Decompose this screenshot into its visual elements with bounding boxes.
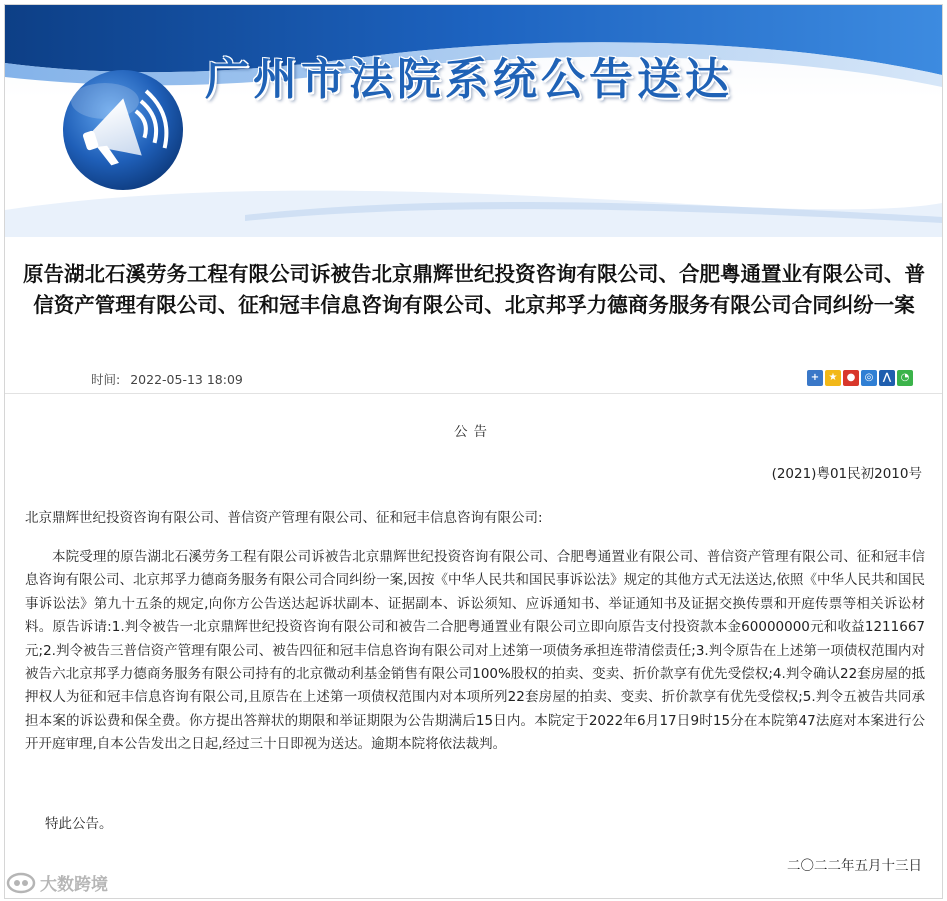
share-plus-icon[interactable]: + bbox=[807, 370, 823, 386]
banner-title: 广州市法院系统公告送达 bbox=[205, 54, 733, 105]
page-frame bbox=[4, 4, 943, 899]
baidu-icon[interactable]: ◎ bbox=[861, 370, 877, 386]
article-meta bbox=[5, 363, 942, 394]
signature-date: 二〇二二年五月十三日 bbox=[787, 858, 922, 874]
banner-graphic bbox=[5, 5, 942, 237]
article-headline: 原告湖北石溪劳务工程有限公司诉被告北京鼎辉世纪投资咨询有限公司、合肥粤通置业有限公司、普信资产管理有限公司、征和冠丰信息咨询有限公司、北京邦孚力德商务服务有限公司合同纠纷一案 bbox=[23, 262, 925, 317]
closing-text: 特此公告。 bbox=[45, 816, 113, 832]
wechat-icon[interactable]: ◔ bbox=[897, 370, 913, 386]
qzone-icon[interactable]: ★ bbox=[825, 370, 841, 386]
notice-body: 本院受理的原告湖北石溪劳务工程有限公司诉被告北京鼎辉世纪投资咨询有限公司、合肥粤通置业有限公司、普信资产管理有限公司、征和冠丰信息咨询有限公司、北京邦孚力德商务服务有限公司合同纠纷一案,因按《中华人民共和国民事诉讼法》规定的其他方式无法送达,依照《中华人民共和国民事诉讼法》第九十五条的规定,向你方公告送达起诉状副本、证据副本、诉讼须知、应诉通知书、举证通知书及证据交换传票和开庭传票等相关诉讼材料。原告诉请:1.判令被告一北京鼎辉世纪投资咨询有限公司和被告二合肥粤通置业有限公司立即向原告支付投资款本金60000000元和收益1211667元;2.判令被告三普信资产管理有限公司、被告四征和冠丰信息咨询有限公司对上述第一项债务承担连带清偿责任;3.判令原告在上述第一项债权范围内对被告六北京邦孚力德商务服务有限公司持有的北京微动利基金销售有限公司100%股权的拍卖、变卖、折价款享有优先受偿权;4.判令确认22套房屋的抵押权人为征和冠丰信息咨询有限公司,且原告在上述第一项债权范围内对本项所列22套房屋的拍卖、变卖、折价款享有优先受偿权;5.判令五被告共同承担本案的诉讼费和保全费。你方提出答辩状的期限和举证期限为公告期满后15日内。本院定于2022年6月17日9时15分在本院第47法庭对本案进行公开开庭审理,自本公告发出之日起,经过三十日即视为送达。逾期本院将依法裁判。 bbox=[25, 549, 925, 753]
watermark-text: 大数跨境 bbox=[40, 875, 108, 895]
share-toolbar bbox=[807, 370, 913, 386]
case-number: (2021)粤01民初2010号 bbox=[771, 466, 922, 482]
notice-title: 公告 bbox=[454, 424, 493, 440]
addressee: 北京鼎辉世纪投资咨询有限公司、普信资产管理有限公司、征和冠丰信息咨询有限公司: bbox=[25, 510, 543, 526]
banner bbox=[5, 5, 942, 237]
renren-icon[interactable]: ⋀ bbox=[879, 370, 895, 386]
weibo-icon[interactable]: ● bbox=[843, 370, 859, 386]
publish-time-label: 时间: bbox=[91, 372, 121, 387]
publish-time bbox=[91, 370, 243, 388]
watermark bbox=[6, 870, 108, 895]
publish-time-value: 2022-05-13 18:09 bbox=[130, 372, 243, 387]
watermark-logo-icon bbox=[6, 872, 36, 894]
